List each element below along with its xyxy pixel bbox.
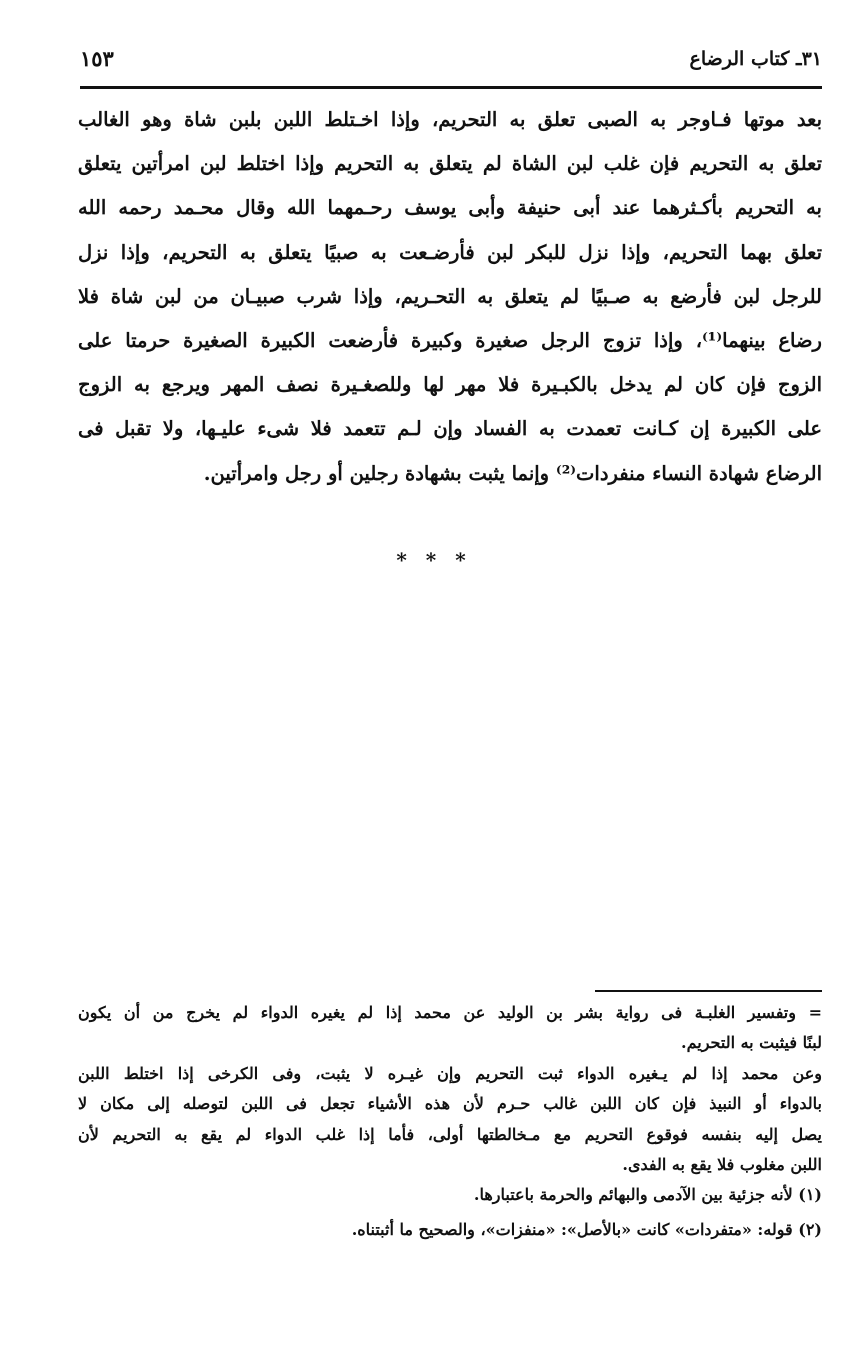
text-line: الرضاع شهادة النساء منفردات⁽²⁾ وإنما يثبت بشهادة رجلين أو رجل وامرأتين. [203,461,822,485]
footnote-continued-line: لبنًا فيثبت به التحريم. [681,1033,822,1053]
header-rule [80,86,822,89]
text-line: للرجل لبن فأرضع به صـبيًا لم يتعلق به التحـريم، وإذا شرب صبيـان من لبن شاة فلا [78,284,822,308]
text-line: بعد موتها فـاوجر به الصبى تعلق به التحريم، وإذا اخـتلط اللبن بلبن شاة وهو الغالب [78,108,822,131]
text-line: رضاع بينهما⁽¹⁾، وإذا تزوج الرجل صغيرة وكبيرة فأرضعت الكبيرة الصغيرة حرمتا على [78,329,822,353]
text-line: تعلق بهما التحريم، وإذا نزل للبكر لبن فأرضـعت به صبيًا يتعلق به التحريم، وإذا نزل [78,240,822,264]
footnote-continued-line: بالدواء أو النبيذ فإن كان اللبن غالب حـرم لأن هذه الأشياء تجعل فى اللبن لتوصله إلى مكان لا [78,1094,822,1114]
running-title: ٣١ـ كتاب الرضاع [689,48,822,70]
footnote-continued-line: وعن محمد إذا لم يـغيره الدواء ثبت التحريم وإن غيـره لا يثبت، وفى الكرخى إذا اختلط اللبن [78,1063,822,1083]
section-separator: * * * [396,548,472,572]
footnote-rule [595,990,822,992]
text-line: الزوج فإن كان لم يدخل بالكبـيرة فلا مهر لها وللصغـيرة نصف المهر ويرجع به الزوج [78,373,822,397]
footnote-1: (١) لأنه جزئية بين الآدمى والبهائم والحرمة باعتبارها. [473,1185,822,1205]
footnotes [78,998,822,1245]
footnote-2: (٢) قوله: «متفردات» كانت «بالأصل»: «منفزات»، والصحيح ما أثبتناه. [351,1219,822,1239]
main-text [78,98,822,496]
footnote-continued-line: اللبن مغلوب فلا يقع به الفدى. [622,1155,822,1175]
footnote-continued-line: = وتفسير الغلبـة فى رواية بشر بن الوليد عن محمد إذا لم يغيره الدواء لم يخرج من أن يكون [78,1003,822,1022]
footnote-continued-line: يصل إليه بنفسه فوقوع التحريم مع مـخالطتها أولى، فأما إذا غلب الدواء لم يقع به التحريم لأن [78,1124,822,1144]
page-number: ١٥٣ [80,46,114,71]
text-line: على الكبيرة إن كـانت تعمدت به الفساد وإن لـم تتعمد فلا شىء عليـها، ولا تقبل فى [78,417,822,441]
text-line: تعلق به التحريم فإن غلب لبن الشاة لم يتعلق به التحريم وإذا اختلط لبن امرأتين يتعلق [78,152,822,176]
page-header [80,40,822,82]
text-line: به التحريم بأكـثرهما عند أبى حنيفة وأبى يوسف رحـمهما الله وقال محـمد رحمه الله [78,196,822,220]
